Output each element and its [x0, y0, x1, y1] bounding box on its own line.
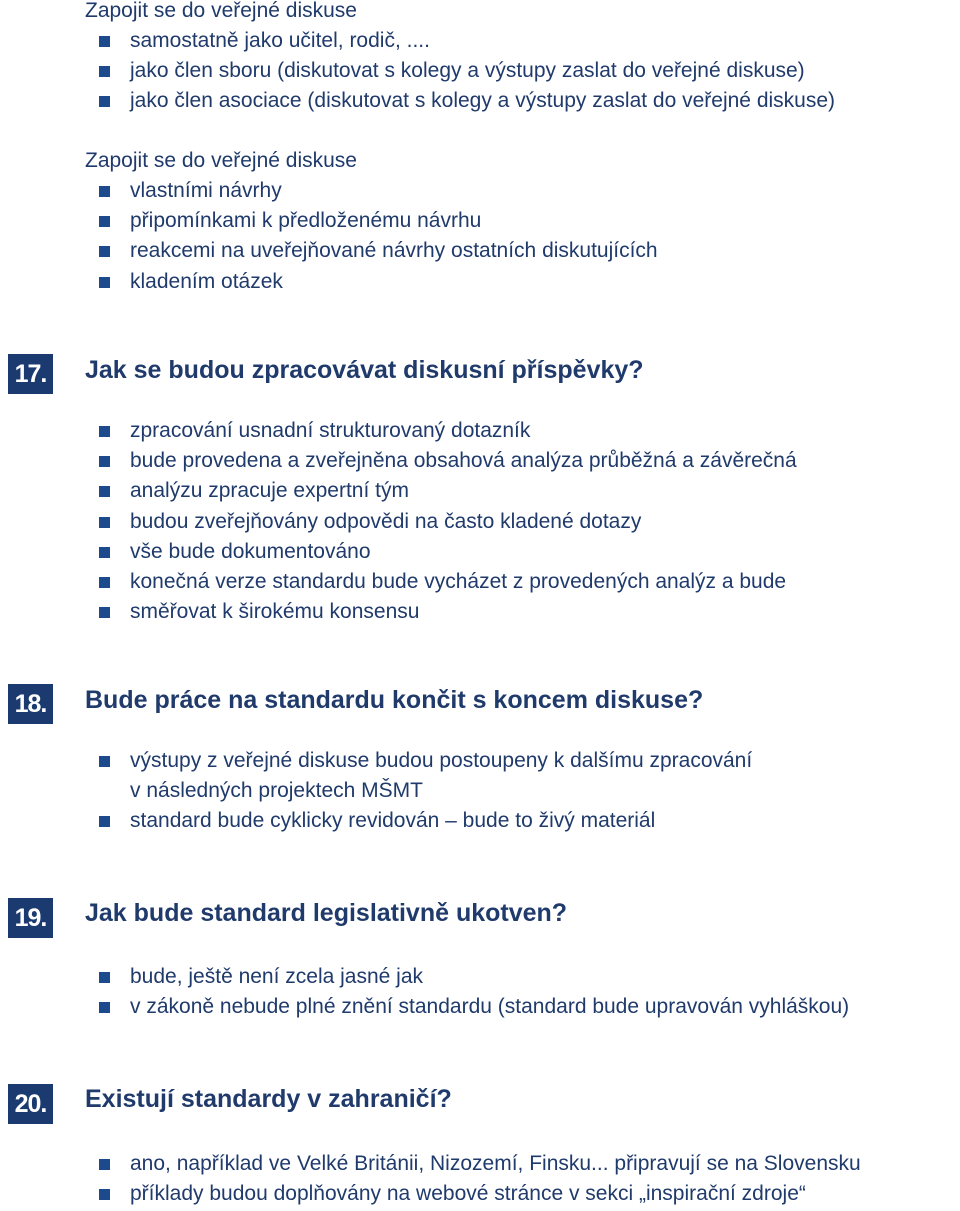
list-item: jako člen sboru (diskutovat s kolegy a výstupy zaslat do veřejné diskuse)	[99, 56, 835, 86]
list-item: analýzu zpracuje expertní tým	[99, 476, 797, 506]
square-bullet-icon	[99, 607, 110, 618]
list-item: směřovat k širokému konsensu	[99, 597, 797, 627]
list-item: kladením otázek	[99, 267, 658, 297]
section-number-20: 20.	[8, 1084, 53, 1124]
section-number-17: 17.	[8, 354, 53, 394]
square-bullet-icon	[99, 36, 110, 47]
square-bullet-icon	[99, 756, 110, 767]
list-item: standard bude cyklicky revidován – bude to živý materiál	[99, 806, 752, 836]
list-item: samostatně jako učitel, rodič, ....	[99, 26, 835, 56]
section-number-18: 18.	[8, 684, 53, 724]
list-item: budou zveřejňovány odpovědi na často kladené dotazy	[99, 507, 797, 537]
list-item: připomínkami k předloženému návrhu	[99, 206, 658, 236]
list-item: reakcemi na uveřejňované návrhy ostatních diskutujících	[99, 236, 658, 266]
list-item: bude, ještě není zcela jasné jak	[99, 962, 849, 992]
list-item: vše bude dokumentováno	[99, 537, 797, 567]
list-item: vlastními návrhy	[99, 176, 658, 206]
section-number-19: 19.	[8, 898, 53, 938]
square-bullet-icon	[99, 517, 110, 528]
list-item: zpracování usnadní strukturovaný dotazník	[99, 416, 797, 446]
section-list-19	[99, 962, 849, 1022]
section-title-17: Jak se budou zpracovávat diskusní příspěvky?	[85, 356, 644, 384]
section-list-20	[99, 1149, 861, 1209]
square-bullet-icon	[99, 66, 110, 77]
list-item-continuation: v následných projektech MŠMT	[130, 779, 423, 803]
square-bullet-icon	[99, 456, 110, 467]
square-bullet-icon	[99, 577, 110, 588]
list-item: bude provedena a zveřejněna obsahová analýza průběžná a závěrečná	[99, 446, 797, 476]
section-list-17	[99, 416, 797, 627]
square-bullet-icon	[99, 426, 110, 437]
list-item: jako člen asociace (diskutovat s kolegy a výstupy zaslat do veřejné diskuse)	[99, 86, 835, 116]
square-bullet-icon	[99, 277, 110, 288]
list-item: příklady budou doplňovány na webové stránce v sekci „inspirační zdroje“	[99, 1179, 861, 1209]
list-item: v zákoně nebude plné znění standardu (standard bude upravován vyhláškou)	[99, 992, 849, 1022]
square-bullet-icon	[99, 1189, 110, 1200]
section-title-20: Existují standardy v zahraničí?	[85, 1085, 452, 1113]
square-bullet-icon	[99, 486, 110, 497]
square-bullet-icon	[99, 186, 110, 197]
section-list-18	[99, 746, 752, 837]
square-bullet-icon	[99, 96, 110, 107]
square-bullet-icon	[99, 547, 110, 558]
section-title-19: Jak bude standard legislativně ukotven?	[85, 899, 568, 927]
square-bullet-icon	[99, 1159, 110, 1170]
list-item: výstupy z veřejné diskuse budou postoupeny k dalšímu zpracování	[99, 746, 752, 776]
intro2-heading: Zapojit se do veřejné diskuse	[85, 149, 357, 172]
list-item: konečná verze standardu bude vycházet z provedených analýz a bude	[99, 567, 797, 597]
square-bullet-icon	[99, 816, 110, 827]
intro1-heading: Zapojit se do veřejné diskuse	[85, 0, 357, 22]
intro2-list	[99, 176, 658, 297]
square-bullet-icon	[99, 246, 110, 257]
intro1-list	[99, 26, 835, 117]
list-item: ano, například ve Velké Británii, Nizozemí, Finsku... připravují se na Slovensku	[99, 1149, 861, 1179]
square-bullet-icon	[99, 1002, 110, 1013]
section-title-18: Bude práce na standardu končit s koncem diskuse?	[85, 686, 704, 714]
square-bullet-icon	[99, 216, 110, 227]
square-bullet-icon	[99, 972, 110, 983]
